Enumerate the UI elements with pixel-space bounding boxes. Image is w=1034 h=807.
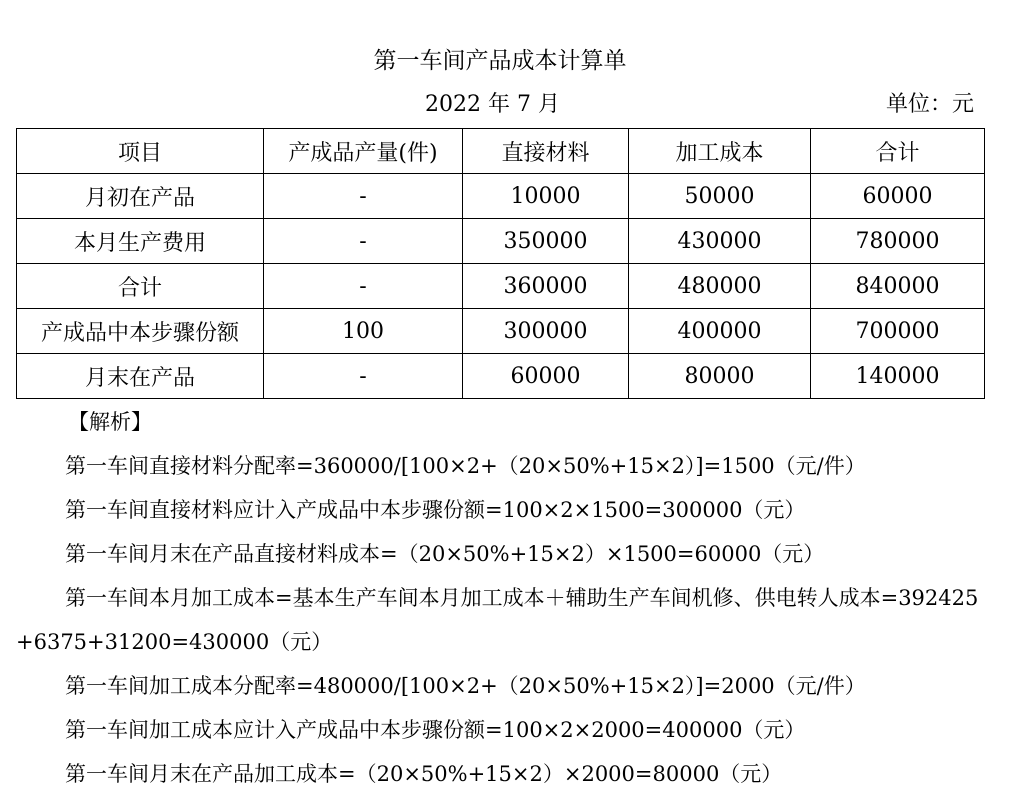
table-cell: 840000 [811,264,985,309]
table-cell: - [264,219,463,264]
table-row [17,264,985,309]
analysis-heading: 【解析】 [68,410,152,434]
document-date: 2022 年 7 月 [425,92,560,117]
header-direct-materials: 直接材料 [463,129,629,174]
analysis-line: 第一车间直接材料分配率=360000/[100×2+（20×50%+15×2）]=1500（元/件） [65,454,866,478]
header-output-quantity: 产成品产量(件) [264,129,463,174]
table-cell: 400000 [629,309,811,354]
analysis-line: 第一车间月末在产品直接材料成本=（20×50%+15×2）×1500=60000（元） [65,542,825,566]
analysis-line: 第一车间加工成本应计入产成品中本步骤份额=100×2×2000=400000（元） [65,718,806,742]
cost-table [16,128,985,399]
table-cell: 月初在产品 [17,174,264,219]
table-cell: 50000 [629,174,811,219]
table-header-row [17,129,985,174]
table-cell: - [264,354,463,399]
table-cell: 80000 [629,354,811,399]
table-cell: 100 [264,309,463,354]
analysis-line: 第一车间月末在产品加工成本=（20×50%+15×2）×2000=80000（元） [65,762,783,786]
table-row [17,219,985,264]
table-cell: 60000 [463,354,629,399]
table-cell: - [264,264,463,309]
analysis-section [16,400,992,796]
table-cell: 合计 [17,264,264,309]
table-cell: 产成品中本步骤份额 [17,309,264,354]
table-cell: 10000 [463,174,629,219]
table-cell: 本月生产费用 [17,219,264,264]
analysis-line: 第一车间直接材料应计入产成品中本步骤份额=100×2×1500=300000（元） [65,498,806,522]
header-total: 合计 [811,129,985,174]
table-cell: 60000 [811,174,985,219]
table-cell: 350000 [463,219,629,264]
table-cell: 480000 [629,264,811,309]
table-cell: 430000 [629,219,811,264]
table-row [17,354,985,399]
header-item: 项目 [17,129,264,174]
document-title: 第一车间产品成本计算单 [373,48,627,74]
table-cell: 300000 [463,309,629,354]
unit-label: 单位：元 [885,92,974,117]
table-cell: 780000 [811,219,985,264]
header-processing-cost: 加工成本 [629,129,811,174]
table-cell: 360000 [463,264,629,309]
table-row [17,309,985,354]
analysis-line: 第一车间本月加工成本=基本生产车间本月加工成本＋辅助生产车间机修、供电转人成本=392425+6375+31200=430000（元） [16,586,979,654]
table-cell: 140000 [811,354,985,399]
analysis-line: 第一车间加工成本分配率=480000/[100×2+（20×50%+15×2）]=2000（元/件） [65,674,866,698]
table-row [17,174,985,219]
table-cell: 月末在产品 [17,354,264,399]
table-cell: - [264,174,463,219]
table-cell: 700000 [811,309,985,354]
